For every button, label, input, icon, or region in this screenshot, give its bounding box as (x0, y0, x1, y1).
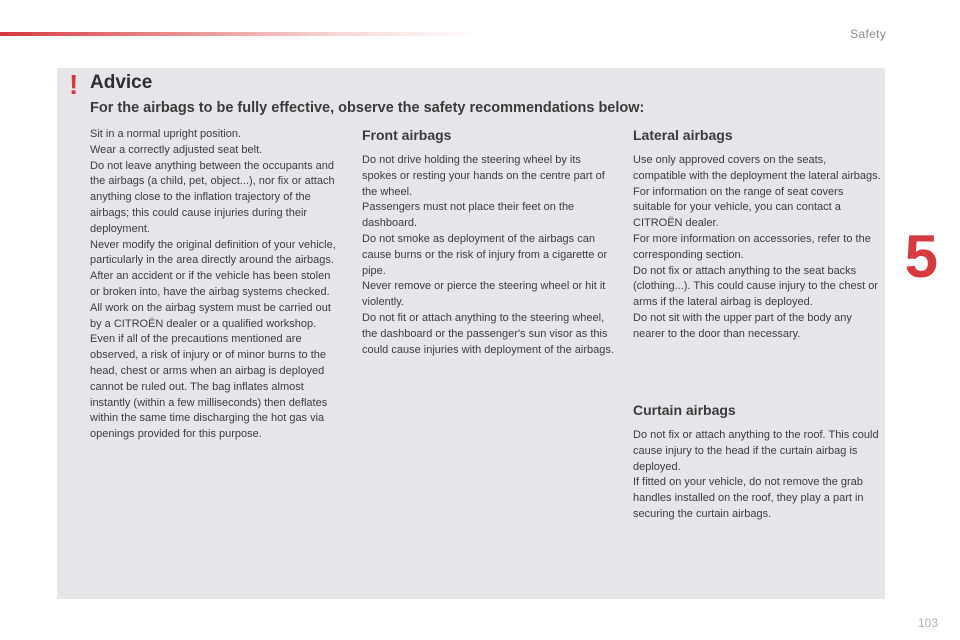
curtain-airbags-section (633, 401, 881, 523)
header-accent-bar (0, 32, 480, 36)
general-paragraph: All work on the airbag system must be carried out by a CITROËN dealer or a qualified workshop. (90, 301, 331, 330)
section-title: Safety (850, 27, 886, 41)
lateral-paragraph: Do not fix or attach anything to the seat backs (clothing...). This could cause injury to the chest or arms if the lateral airbag is deployed. (633, 264, 878, 309)
general-paragraph: After an accident or if the vehicle has been stolen or broken into, have the airbag systems checked. (90, 270, 331, 298)
front-paragraph: Never remove or pierce the steering wheel or hit it violently. (362, 280, 606, 309)
chapter-number: 5 (904, 223, 938, 290)
advice-title: Advice (90, 72, 153, 93)
front-airbags-heading: Front airbags (362, 127, 452, 143)
general-paragraph: Do not leave anything between the occupants and the airbags (a child, pet, object...), nor fix or attach anything close to the inflation trajectory of the airbags; this could cause injuries during their deployment. (90, 159, 335, 235)
front-paragraph: Do not smoke as deployment of the airbags can cause burns or the risk of injury from a cigarette or pipe. (362, 232, 608, 277)
front-paragraph: Do not fit or attach anything to the steering wheel, the dashboard or the passenger's sun visor as this could cause injuries with deployment of the airbags. (362, 311, 614, 356)
general-recommendations (90, 127, 342, 443)
lateral-airbags-heading: Lateral airbags (633, 127, 733, 143)
front-paragraph: Do not drive holding the steering wheel by its spokes or resting your hands on the centre part of the wheel. (362, 154, 605, 198)
lateral-airbags-section (633, 126, 881, 343)
general-paragraph: Never modify the original definition of your vehicle, particularly in the area directly around the airbags. (90, 238, 336, 267)
curtain-paragraph: Do not fix or attach anything to the roof. This could cause injury to the head if the curtain airbag is deployed. (633, 429, 879, 473)
general-paragraph: Even if all of the precautions mentioned are observed, a risk of injury or of minor burns to the head, chest or arms when an airbag is deployed cannot be ruled out. The bag inflates almost instantly (within a few milliseconds) then deflates within the same time discharging the hot gas via openings provided for this purpose. (90, 333, 328, 441)
general-paragraph: Wear a correctly adjusted seat belt. (90, 143, 263, 156)
lateral-paragraph: Do not sit with the upper part of the body any nearer to the door than necessary. (633, 311, 852, 340)
page-number: 103 (917, 616, 938, 630)
side-column (633, 126, 881, 520)
lateral-paragraph: For more information on accessories, refer to the corresponding section. (633, 232, 871, 261)
advice-subtitle: For the airbags to be fully effective, observe the safety recommendations below: (90, 100, 645, 116)
curtain-paragraph: If fitted on your vehicle, do not remove the grab handles installed on the roof, they play a part in securing the curtain airbags. (633, 476, 864, 520)
lateral-paragraph: Use only approved covers on the seats, compatible with the deployment the lateral airbags. For information on the range of seat covers suitable for your vehicle, you can contact a CITROËN dealer. (633, 154, 881, 230)
curtain-airbags-heading: Curtain airbags (633, 402, 736, 418)
advice-panel (57, 68, 885, 599)
warning-icon: ! (69, 69, 79, 100)
front-airbags-section (362, 126, 614, 358)
front-paragraph: Passengers must not place their feet on the dashboard. (362, 201, 575, 230)
general-paragraph: Sit in a normal upright position. (90, 128, 242, 140)
